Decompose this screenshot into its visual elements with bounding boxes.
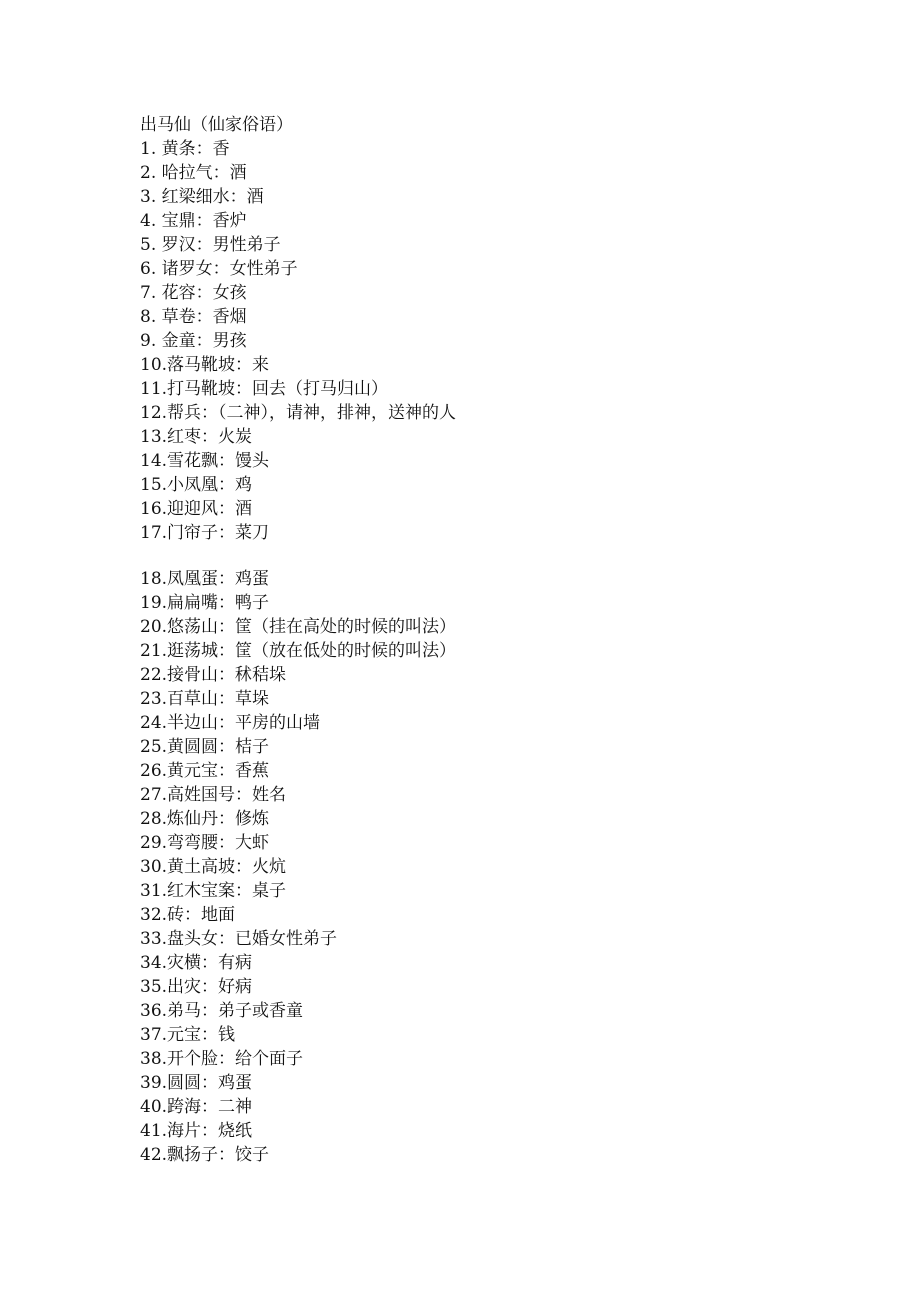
- list-item: 18.凤凰蛋：鸡蛋: [140, 569, 270, 589]
- list-item: 42.飘扬子：饺子: [140, 1145, 270, 1165]
- list-item: 9. 金童：男孩: [140, 331, 247, 351]
- list-item: 35.出灾：好病: [140, 977, 253, 997]
- list-item: 22.接骨山：秫秸垛: [140, 665, 287, 685]
- list-item: 6. 诸罗女：女性弟子: [140, 259, 298, 279]
- glossary-list-part-2: [140, 567, 860, 1167]
- list-item: 3. 红梁细水：酒: [140, 187, 264, 207]
- list-item: 10.落马靴坡：来: [140, 355, 270, 375]
- list-item: 15.小凤凰：鸡: [140, 475, 253, 495]
- list-item: 38.开个脸：给个面子: [140, 1049, 304, 1069]
- list-item: 21.逛荡城：筐（放在低处的时候的叫法）: [140, 641, 457, 661]
- document-body: [140, 113, 860, 1167]
- glossary-list-part-1: [140, 137, 860, 545]
- list-item: 26.黄元宝：香蕉: [140, 761, 270, 781]
- list-item: 12.帮兵：（二神），请神，排神，送神的人: [140, 403, 457, 423]
- list-item: 28.炼仙丹：修炼: [140, 809, 270, 829]
- list-item: 27.高姓国号：姓名: [140, 785, 287, 805]
- list-item: 20.悠荡山：筐（挂在高处的时候的叫法）: [140, 617, 457, 637]
- list-item: 39.圆圆：鸡蛋: [140, 1073, 253, 1093]
- paragraph-break: [140, 545, 860, 567]
- list-item: 2. 哈拉气：酒: [140, 163, 247, 183]
- list-item: 37.元宝：钱: [140, 1025, 236, 1045]
- list-item: 1. 黄条：香: [140, 139, 230, 159]
- list-item: 23.百草山：草垛: [140, 689, 270, 709]
- list-item: 16.迎迎风：酒: [140, 499, 253, 519]
- list-item: 11.打马靴坡：回去（打马归山）: [140, 379, 389, 399]
- list-item: 33.盘头女：已婚女性弟子: [140, 929, 338, 949]
- list-item: 34.灾横：有病: [140, 953, 253, 973]
- list-item: 41.海片：烧纸: [140, 1121, 253, 1141]
- list-item: 40.跨海：二神: [140, 1097, 253, 1117]
- list-item: 4. 宝鼎：香炉: [140, 211, 247, 231]
- list-item: 7. 花容：女孩: [140, 283, 247, 303]
- list-item: 29.弯弯腰：大虾: [140, 833, 270, 853]
- list-item: 36.弟马：弟子或香童: [140, 1001, 304, 1021]
- list-item: 25.黄圆圆：桔子: [140, 737, 270, 757]
- list-item: 8. 草卷：香烟: [140, 307, 247, 327]
- list-item: 30.黄土高坡：火炕: [140, 857, 287, 877]
- list-item: 19.扁扁嘴：鸭子: [140, 593, 270, 613]
- list-item: 13.红枣：火炭: [140, 427, 253, 447]
- list-item: 24.半边山：平房的山墙: [140, 713, 321, 733]
- list-item: 31.红木宝案：桌子: [140, 881, 287, 901]
- list-item: 17.门帘子：菜刀: [140, 523, 270, 543]
- list-item: 5. 罗汉：男性弟子: [140, 235, 281, 255]
- document-title: 出马仙（仙家俗语）: [140, 115, 293, 135]
- list-item: 14.雪花飘：馒头: [140, 451, 270, 471]
- list-item: 32.砖：地面: [140, 905, 236, 925]
